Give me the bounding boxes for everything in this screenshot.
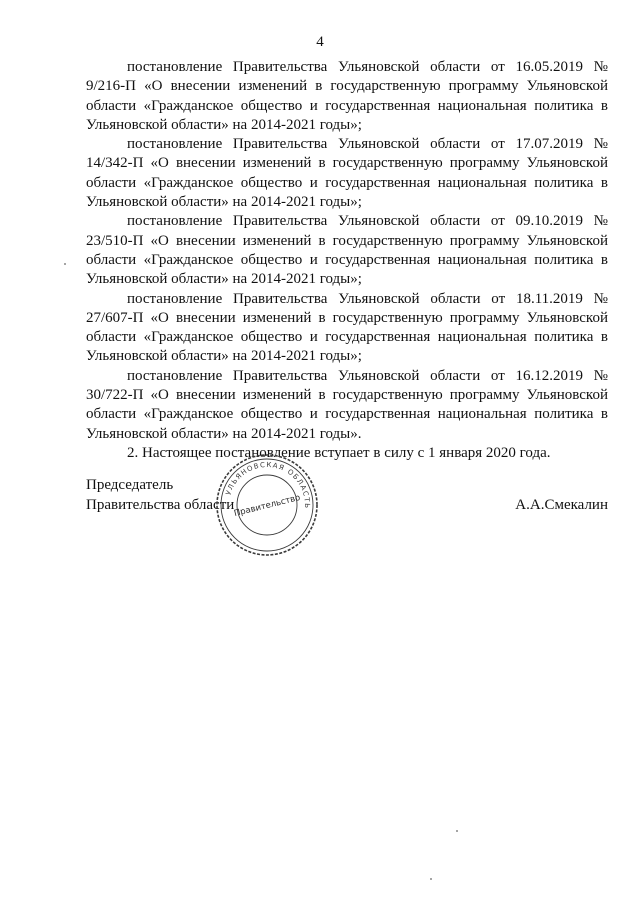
seal-center-text: Правительство [233, 492, 302, 520]
paragraph-effective-date: 2. Настоящее постановление вступает в силу с 1 января 2020 года. [127, 444, 551, 461]
seal-ring-textpath: УЛЬЯНОВСКАЯ ОБЛАСТЬ [224, 460, 312, 510]
scan-speck [430, 878, 432, 880]
signature-block [86, 475, 608, 545]
signatory-title [86, 475, 234, 515]
paragraph-resolution-17-07-2019: постановление Правительства Ульяновской области от 17.07.2019 № 14/342-П «О внесении изменений в государственную программу Ульяновской области «Гражданское общество и государственная национальная политика в Ульяновской области» на 2014-2021 годы»; [86, 136, 608, 211]
scan-speck [456, 830, 458, 832]
paragraph-resolution-16-05-2019: постановление Правительства Ульяновской области от 16.05.2019 № 9/216-П «О внесении изменений в государственную программу Ульяновской области «Гражданское общество и государственная национальная политика в Ульяновской области» на 2014-2021 годы»; [86, 59, 608, 133]
signatory-name: А.А.Смекалин [515, 497, 608, 513]
paragraph-resolution-18-11-2019: постановление Правительства Ульяновской области от 18.11.2019 № 27/607-П «О внесении изменений в государственную программу Ульяновской области «Гражданское общество и государственная национальная политика в Ульяновской области» на 2014-2021 годы»; [86, 290, 608, 365]
scan-speck [64, 263, 66, 265]
paragraph-resolution-09-10-2019: постановление Правительства Ульяновской области от 09.10.2019 № 23/510-П «О внесении изменений в государственную программу Ульяновской области «Гражданское общество и государственная национальная политика в Ульяновской области» на 2014-2021 годы»; [86, 213, 608, 288]
paragraph-resolution-16-12-2019: постановление Правительства Ульяновской области от 16.12.2019 № 30/722-П «О внесении изменений в государственную программу Ульяновской области «Гражданское общество и государственная национальная политика в Ульяновской области» на 2014-2021 годы». [86, 367, 608, 442]
page-number: 4 [316, 34, 324, 50]
signatory-title-line2: Правительства области [86, 497, 235, 513]
signatory-title-line1: Председатель [86, 477, 174, 493]
document-body [86, 58, 608, 463]
